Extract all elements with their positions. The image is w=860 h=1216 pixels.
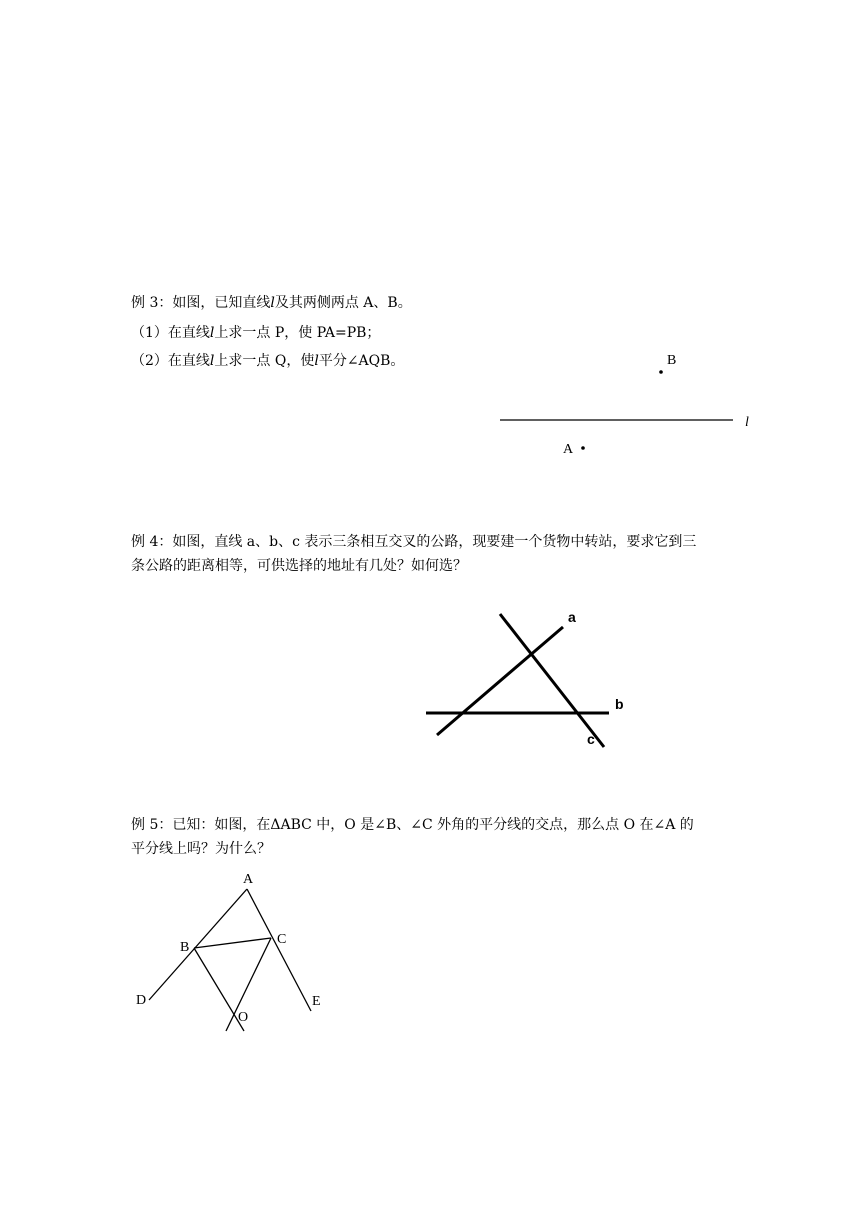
- q2-suffix: 平分∠AQB。: [318, 353, 405, 369]
- bisector-C-O: [226, 938, 271, 1031]
- q2-mid: 上求一点 Q，使: [214, 353, 315, 369]
- example4-line-2: 条公路的距离相等，可供选择的地址有几处？如何选？: [131, 558, 467, 574]
- label-D: D: [136, 993, 147, 1008]
- example5-line-2: 平分线上吗？为什么？: [131, 841, 271, 857]
- line-symbol-l: l: [270, 295, 275, 311]
- label-A: A: [243, 872, 254, 887]
- example4-line-1: 例 4：如图，直线 a、b、c 表示三条相互交叉的公路，现要建一个货物中转站，要求它到三: [131, 534, 697, 550]
- label-A: A: [563, 442, 574, 457]
- label-C: C: [277, 932, 287, 947]
- label-B: B: [667, 353, 677, 368]
- label-a: a: [568, 609, 576, 625]
- label-O: O: [238, 1010, 249, 1025]
- line-symbol-l: l: [209, 353, 215, 369]
- label-c: c: [587, 731, 595, 747]
- example5-line-1: 例 5：已知：如图，在ΔABC 中，O 是∠B、∠C 外角的平分线的交点，那么点 O 在∠A 的: [131, 817, 694, 833]
- example3-intro-suffix: 及其两侧两点 A、B。: [274, 295, 412, 311]
- label-E: E: [312, 994, 321, 1009]
- line-symbol-l: l: [314, 353, 319, 369]
- segment-A-D: [149, 889, 247, 1000]
- segment-B-C: [194, 938, 271, 948]
- q2-prefix: （2）在直线: [131, 353, 210, 369]
- q1-suffix: 上求一点 P，使 PA=PB；: [214, 325, 381, 341]
- label-l: l: [745, 415, 749, 430]
- bisector-B-O: [194, 948, 244, 1031]
- q1-prefix: （1）在直线: [131, 325, 210, 341]
- segment-A-E: [247, 889, 311, 1011]
- example3-intro-prefix: 例 3：如图，已知直线: [131, 295, 271, 311]
- line-symbol-l: l: [209, 325, 215, 341]
- label-b: b: [615, 696, 624, 712]
- label-B: B: [180, 940, 190, 955]
